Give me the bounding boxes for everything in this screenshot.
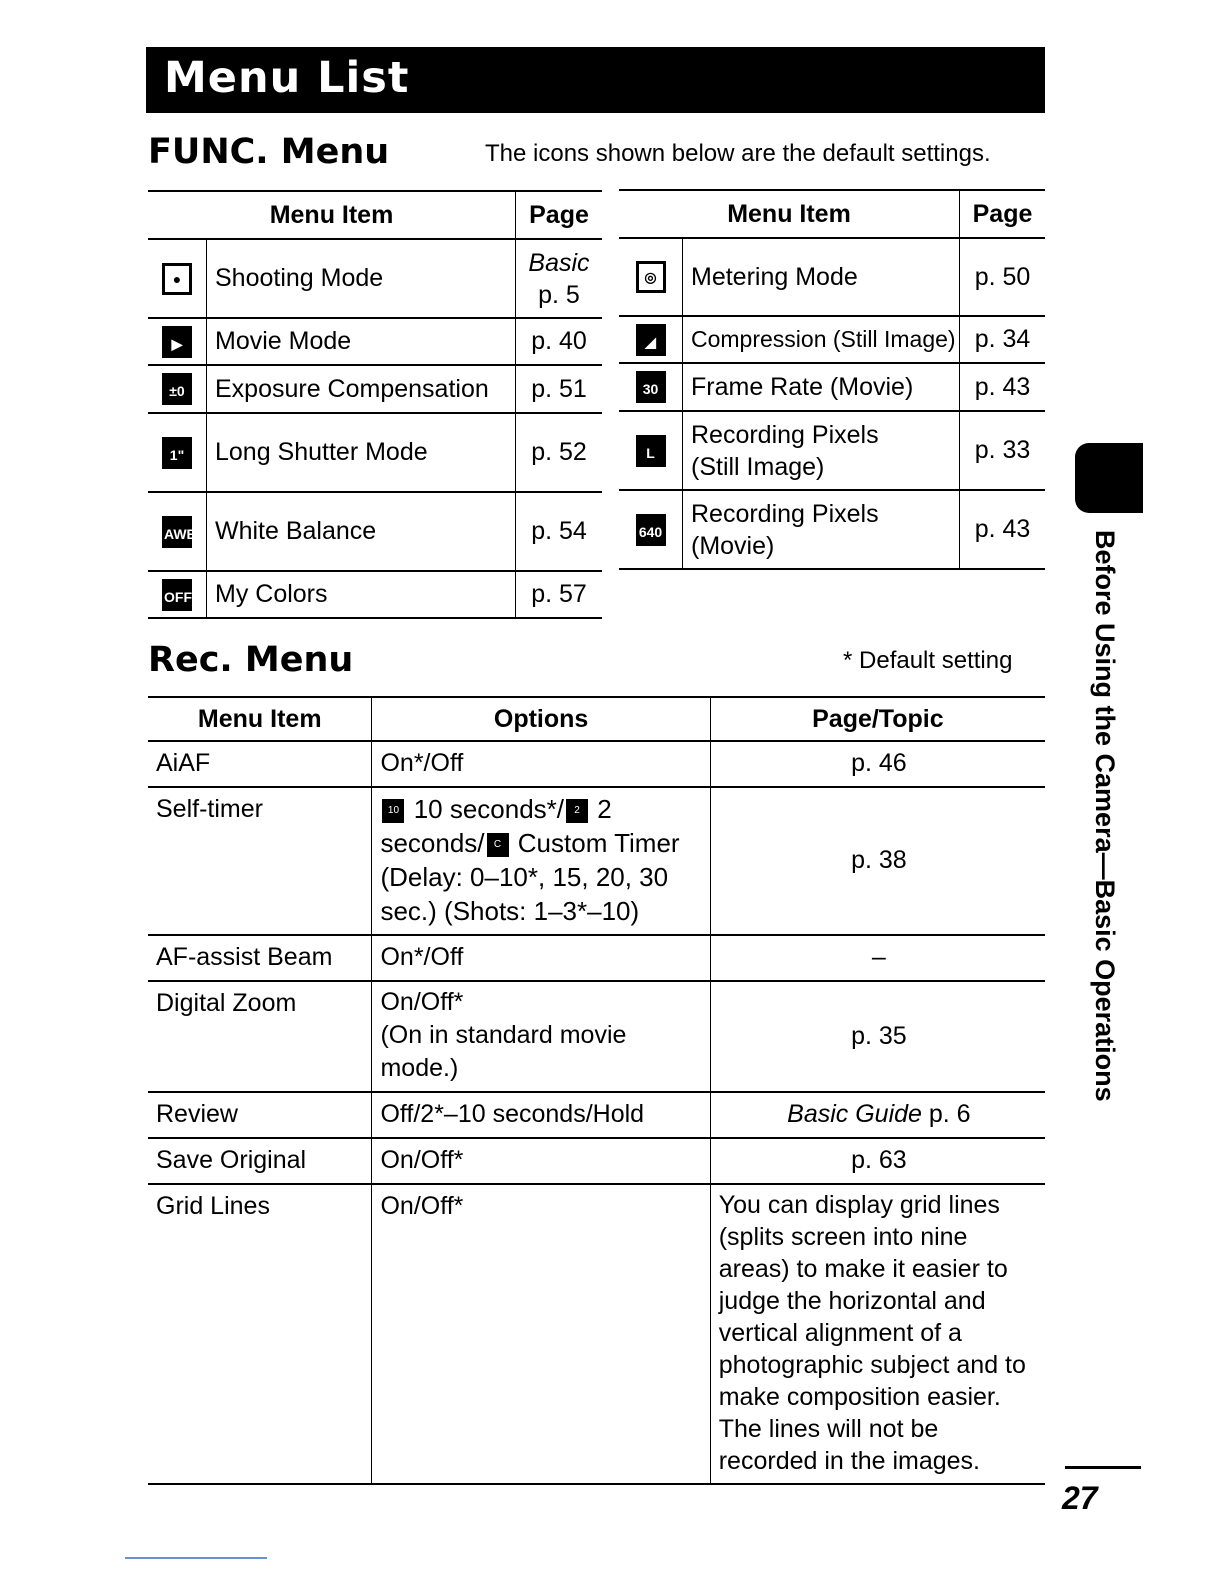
exposure-icon: ±0	[162, 373, 192, 405]
page-ref: p. 52	[516, 413, 603, 492]
table-row	[148, 981, 1045, 1092]
rec-menu-note: * Default setting	[843, 647, 1013, 674]
page-topic: p. 38	[710, 787, 1045, 935]
table-row	[619, 411, 1045, 490]
page-ref-basic: Basic	[528, 248, 590, 277]
long-shutter-icon: 1"	[162, 437, 192, 469]
menu-item-sub: (Movie)	[691, 531, 775, 560]
options-note: (On in standard movie mode.)	[380, 1021, 627, 1082]
menu-item: AiAF	[148, 741, 372, 787]
table-row	[148, 239, 602, 318]
col-menu-item: Menu Item	[148, 191, 516, 239]
table-row	[619, 316, 1045, 363]
page-ref: p. 43	[960, 363, 1046, 411]
page-ref: p. 54	[516, 492, 603, 571]
menu-item: Compression (Still Image)	[683, 316, 960, 363]
menu-item: Recording Pixels	[691, 499, 879, 528]
timer-2s-icon: 2	[566, 799, 588, 823]
col-menu-item: Menu Item	[619, 190, 960, 238]
menu-item: Long Shutter Mode	[207, 413, 516, 492]
menu-item: Recording Pixels	[691, 420, 879, 449]
page-number-rule	[1065, 1466, 1141, 1469]
page-ref: p. 34	[960, 316, 1046, 363]
page-ref: p. 33	[960, 411, 1046, 490]
menu-item: Self-timer	[148, 787, 372, 935]
col-page-topic: Page/Topic	[710, 697, 1045, 741]
metering-icon: ◎	[636, 261, 666, 293]
menu-item: Exposure Compensation	[207, 365, 516, 413]
frame-rate-icon: 30	[636, 371, 666, 403]
table-row	[148, 492, 602, 571]
my-colors-icon: OFF	[162, 579, 192, 611]
movie-mode-icon: ▶	[162, 326, 192, 358]
rec-table	[148, 696, 1045, 1485]
table-row	[619, 363, 1045, 411]
page-number: 27	[1062, 1480, 1098, 1516]
page-ref: p. 43	[960, 490, 1046, 569]
page-ref: p. 40	[516, 318, 603, 365]
table-row	[148, 571, 602, 618]
page-topic: p. 35	[710, 981, 1045, 1092]
menu-item: Movie Mode	[207, 318, 516, 365]
table-row	[148, 935, 1045, 981]
table-row	[619, 238, 1045, 316]
options: On/Off*	[372, 1184, 710, 1484]
menu-item: White Balance	[207, 492, 516, 571]
page-ref: p. 57	[516, 571, 603, 618]
options: On/Off*	[372, 1138, 710, 1184]
menu-item: Digital Zoom	[148, 981, 372, 1092]
col-page: Page	[516, 191, 603, 239]
custom-timer-icon: C	[487, 833, 509, 857]
options: 10 seconds*/	[413, 794, 565, 824]
compression-icon: ◢	[636, 324, 666, 356]
page-ref: p. 50	[960, 238, 1046, 316]
page-topic: p. 46	[710, 741, 1045, 787]
col-options: Options	[372, 697, 710, 741]
func-table-left	[148, 190, 602, 619]
divider-line	[125, 1557, 267, 1559]
options: 2 seconds/	[380, 794, 612, 858]
page-topic: p. 63	[710, 1138, 1045, 1184]
table-row	[148, 787, 1045, 935]
menu-item: Grid Lines	[148, 1184, 372, 1484]
table-row	[148, 365, 602, 413]
recording-pixels-movie-icon: 640	[636, 514, 666, 546]
menu-item: My Colors	[207, 571, 516, 618]
options: Custom Timer (Delay: 0–10*, 15, 20, 30 sec.) (Shots: 1–3*–10)	[380, 828, 680, 926]
recording-pixels-still-icon: L	[636, 435, 666, 467]
table-row	[148, 1138, 1045, 1184]
func-table-right	[619, 189, 1045, 570]
page-topic: You can display grid lines (splits screen into nine areas) to make it easier to judge the horizontal and vertical alignment of a photographic subject and to make composition easier. The lines will not be recorded in the images.	[710, 1184, 1045, 1484]
menu-item: Save Original	[148, 1138, 372, 1184]
section-tab	[1075, 443, 1143, 513]
options: Off/2*–10 seconds/Hold	[372, 1092, 710, 1138]
menu-item: AF-assist Beam	[148, 935, 372, 981]
page-banner	[146, 47, 1045, 113]
menu-item: Review	[148, 1092, 372, 1138]
col-menu-item: Menu Item	[148, 697, 372, 741]
page-topic-guide: Basic Guide	[787, 1100, 922, 1128]
side-section-label: Before Using the Camera—Basic Operations	[1090, 530, 1120, 1102]
timer-10s-icon: 10	[382, 799, 404, 823]
options: On/Off*	[380, 988, 464, 1016]
options: On*/Off	[372, 741, 710, 787]
table-row	[619, 490, 1045, 569]
table-row	[148, 1092, 1045, 1138]
func-menu-title: FUNC. Menu	[148, 132, 390, 172]
table-row	[148, 741, 1045, 787]
rec-menu-title: Rec. Menu	[148, 640, 354, 680]
table-row	[148, 318, 602, 365]
table-row	[148, 1184, 1045, 1484]
func-menu-note: The icons shown below are the default settings.	[485, 140, 991, 167]
col-page: Page	[960, 190, 1046, 238]
page-ref: p. 5	[538, 280, 580, 309]
menu-item-sub: (Still Image)	[691, 452, 825, 481]
page-topic: p. 6	[921, 1100, 971, 1128]
table-row	[148, 413, 602, 492]
menu-item: Shooting Mode	[207, 239, 516, 318]
awb-icon: AWB	[162, 516, 192, 548]
shooting-mode-icon: ●	[162, 263, 192, 295]
banner-title: Menu List	[164, 53, 410, 103]
options: On*/Off	[372, 935, 710, 981]
page-topic: –	[710, 935, 1045, 981]
page-ref: p. 51	[516, 365, 603, 413]
menu-item: Metering Mode	[683, 238, 960, 316]
menu-item: Frame Rate (Movie)	[683, 363, 960, 411]
